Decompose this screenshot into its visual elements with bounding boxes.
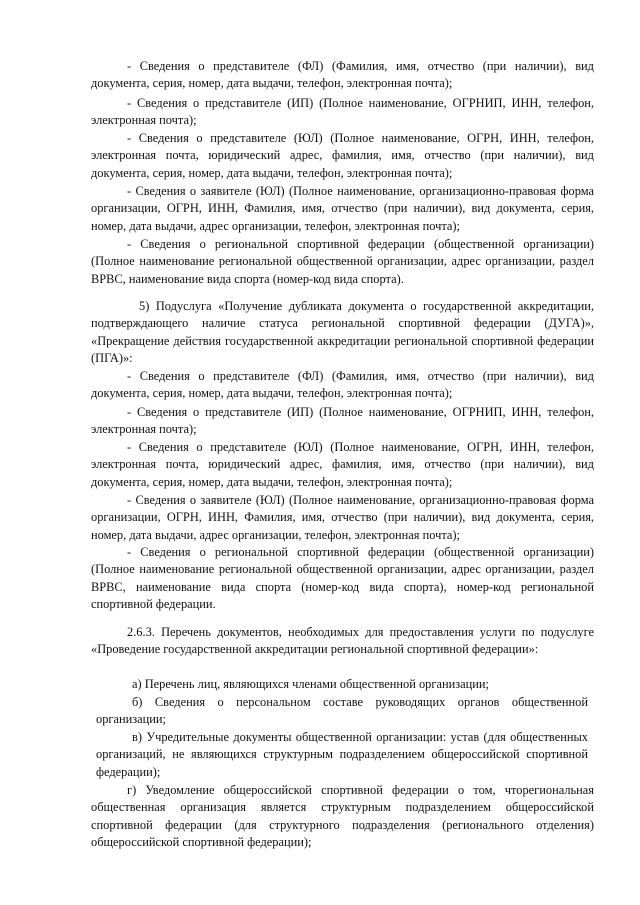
list-item-b: б) Сведения о персональном составе руководящих органов общественной организации; (96, 695, 588, 727)
paragraph-s4-federation: - Сведения о региональной спортивной федерации (общественной организации) (Полное наименование региональной общественной организации, адрес организации, раздел ВРВС, наименование вида спорта (номер-код вида спорта). (91, 237, 594, 286)
section5-heading: 5) Подуслуга «Получение дубликата документа о государственной аккредитации, подтверждающего наличие статуса региональной спортивной федерации (ДУГА)», «Прекращение действия государственной аккредитации региональной спортивной федерации (ПГА)»: (91, 299, 594, 366)
paragraph-s4-applicant-ul: - Сведения о заявителе (ЮЛ) (Полное наименование, организационно-правовая форма организации, ОГРН, ИНН, Фамилия, имя, отчество (при наличии), вид документа, серия, номер, дата выдачи, адрес организации, телефон, электронная почта); (91, 184, 594, 233)
paragraph-s4-rep-fl: - Сведения о представителе (ФЛ) (Фамилия, имя, отчество (при наличии), вид документа, серия, номер, дата выдачи, телефон, электронная почта); (91, 59, 594, 91)
paragraph-s4-rep-ul: - Сведения о представителе (ЮЛ) (Полное наименование, ОГРН, ИНН, телефон, электронная почта, юридический адрес, фамилия, имя, отчество (при наличии), вид документа, серия, номер, дата выдачи, телефон, электронная почта); (91, 131, 594, 180)
paragraph-s5-rep-fl: - Сведения о представителе (ФЛ) (Фамилия, имя, отчество (при наличии), вид документа, серия, номер, дата выдачи, телефон, электронная почта); (91, 369, 594, 401)
paragraph-s4-rep-ip: - Сведения о представителе (ИП) (Полное наименование, ОГРНИП, ИНН, телефон, электронная почта); (91, 96, 594, 128)
paragraph-s5-applicant-ul: - Сведения о заявителе (ЮЛ) (Полное наименование, организационно-правовая форма организации, ОГРН, ИНН, Фамилия, имя, отчество (при наличии), вид документа, серия, номер, дата выдачи, адрес организации, телефон, электронная почта); (91, 493, 594, 542)
paragraph-s5-rep-ul: - Сведения о представителе (ЮЛ) (Полное наименование, ОГРН, ИНН, телефон, электронная почта, юридический адрес, фамилия, имя, отчество (при наличии), вид документа, серия, номер, дата выдачи, телефон, электронная почта); (91, 440, 594, 489)
paragraph-s5-federation: - Сведения о региональной спортивной федерации (общественной организации) (Полное наименование региональной общественной организации, адрес организации, раздел ВРВС, наименование вида спорта (номер-код вида спорта), номер-код региональной спортивной федерации. (91, 545, 594, 612)
list-item-c: в) Учредительные документы общественной организации: устав (для общественных организаций, не являющихся структурным подразделением общероссийской спортивной федерации); (96, 730, 588, 779)
list-item-d: г) Уведомление общероссийской спортивной федерации о том, чторегиональная общественная организация является структурным подразделением общероссийской спортивной федерации (для структурного подразделения (регионального отделения) общероссийской спортивной федерации); (91, 783, 594, 850)
list-item-a: а) Перечень лиц, являющихся членами общественной организации; (132, 677, 489, 691)
paragraph-s5-rep-ip: - Сведения о представителе (ИП) (Полное наименование, ОГРНИП, ИНН, телефон, электронная почта); (91, 405, 594, 437)
section263-heading: 2.6.3. Перечень документов, необходимых для предоставления услуги по подуслуге «Проведение государственной аккредитации региональной спортивной федерации»: (91, 625, 594, 657)
